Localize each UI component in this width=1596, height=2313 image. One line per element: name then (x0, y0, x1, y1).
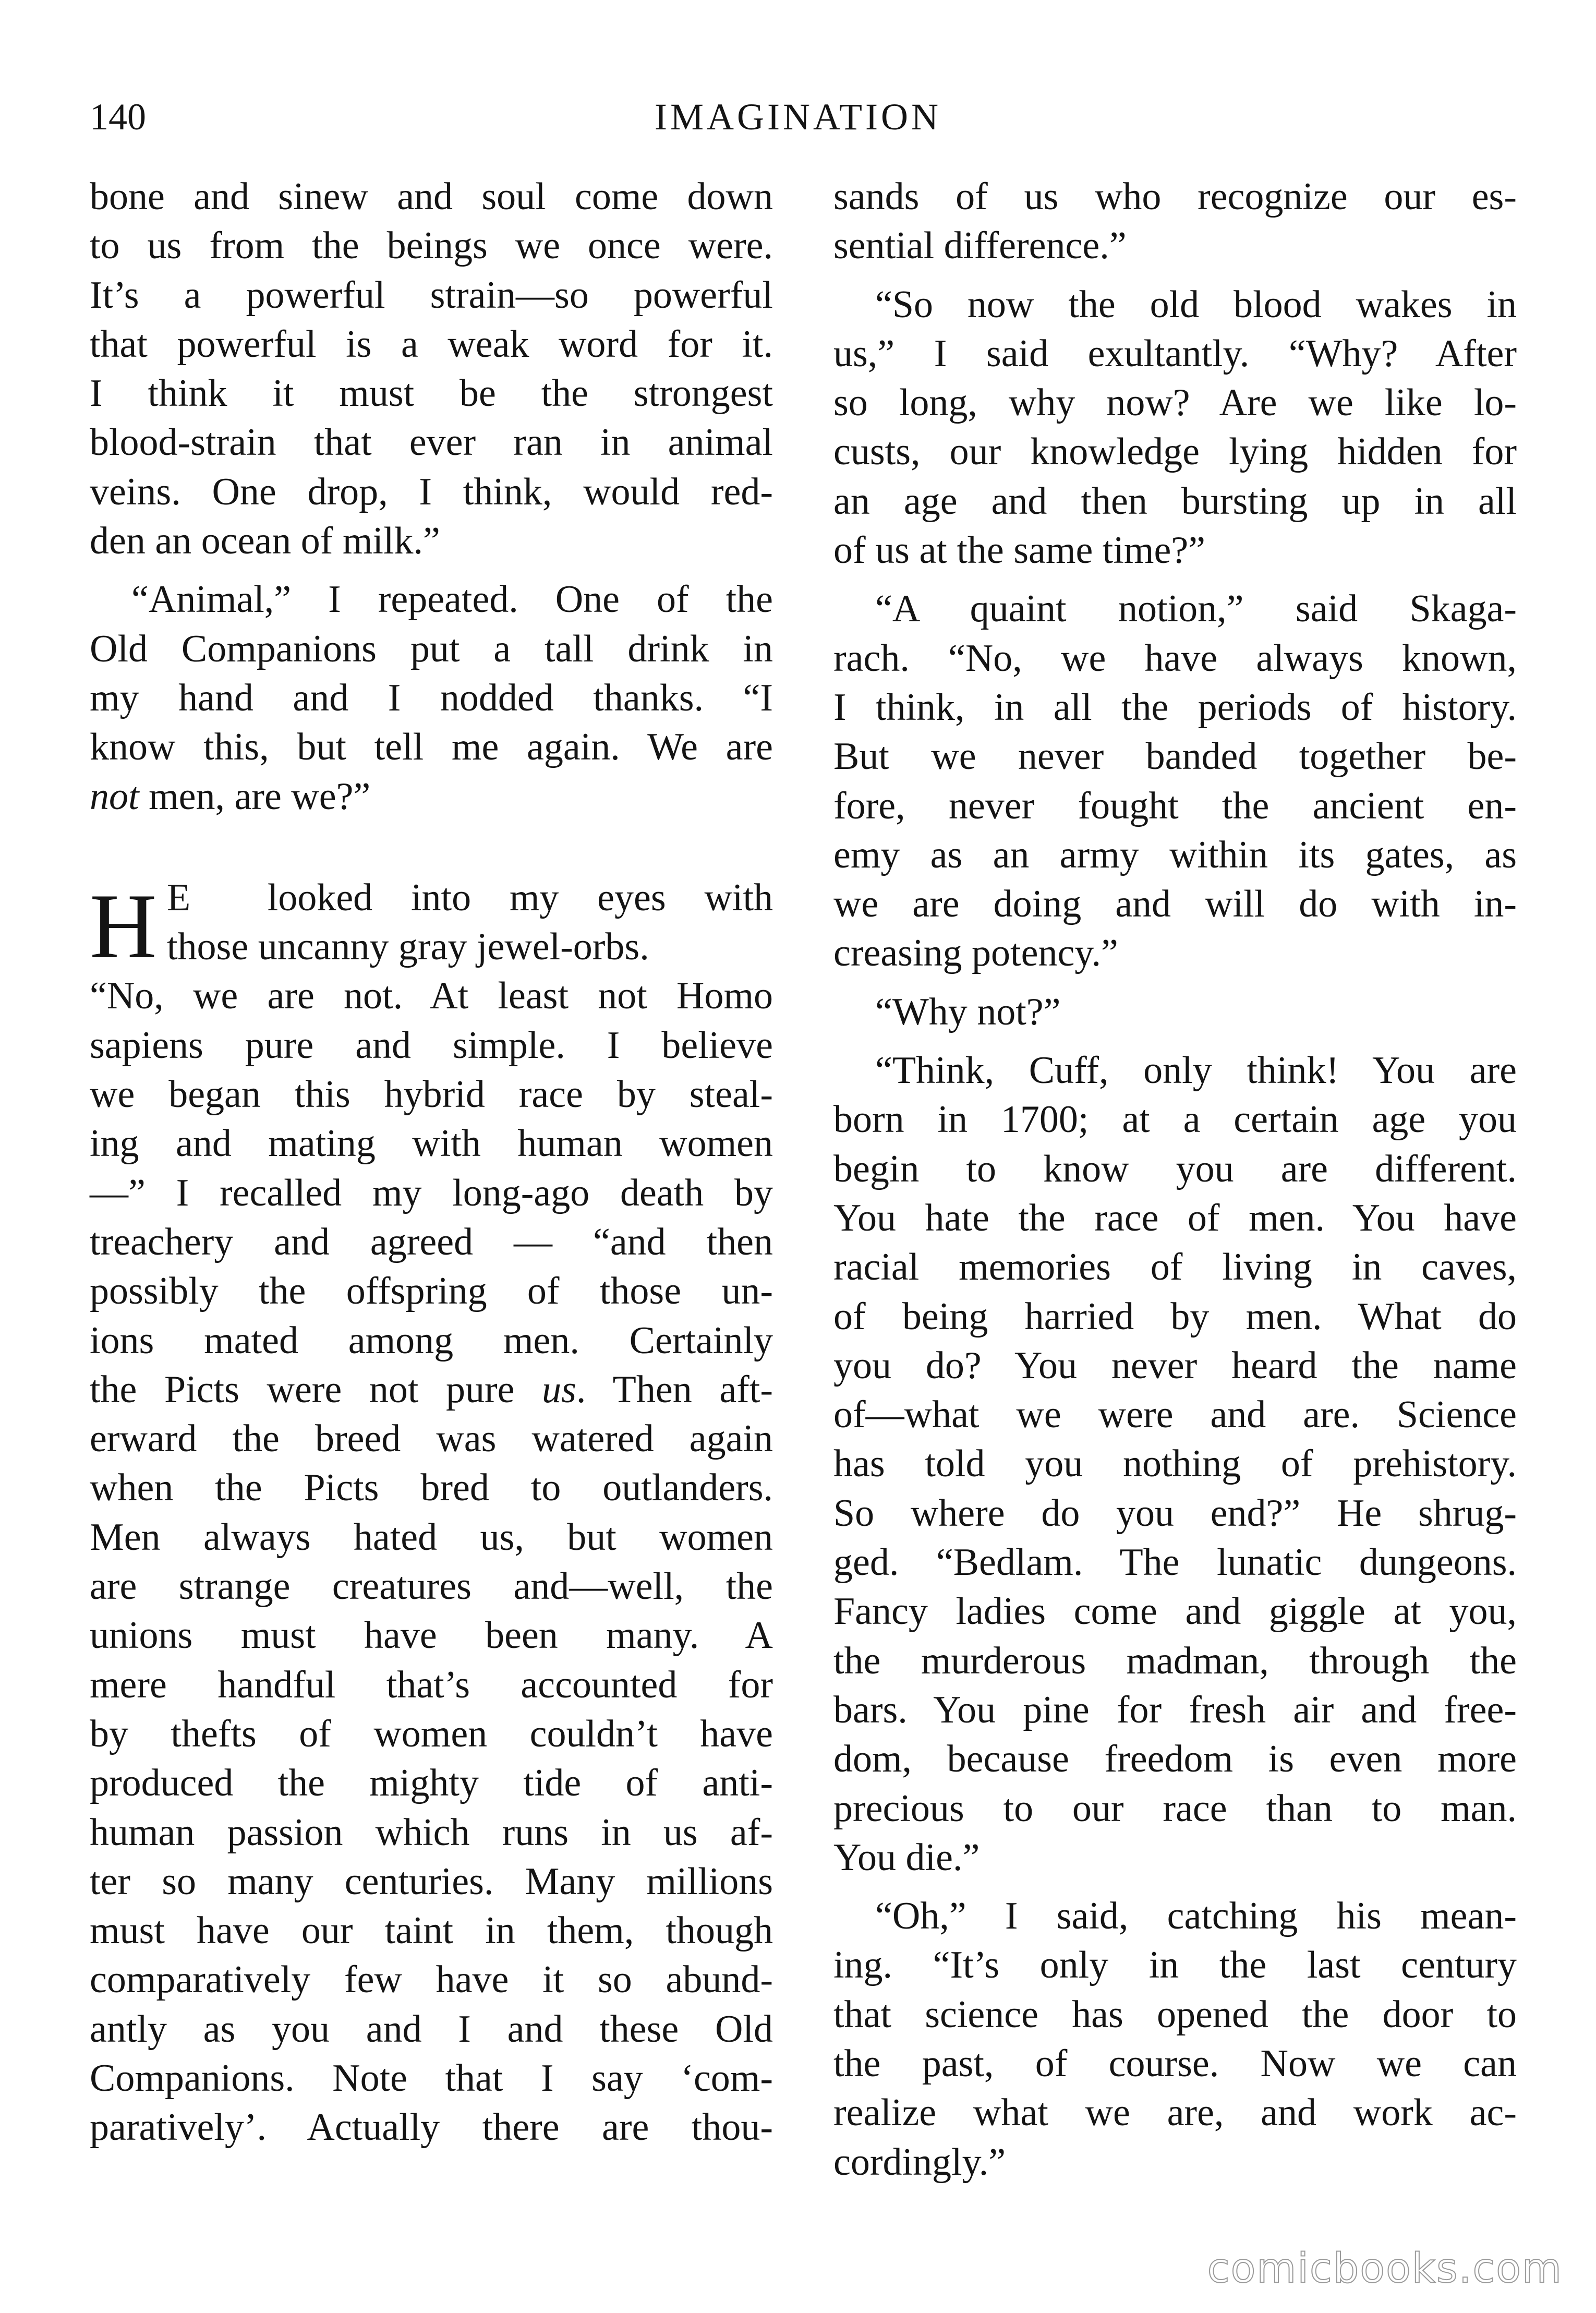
text-line: you do? You never heard the name (833, 1344, 1517, 1387)
text-line: must have our taint in them, though (90, 1909, 773, 1953)
text-line: dom, because freedom is even more (833, 1738, 1517, 1781)
text-line: treachery and agreed — “and then (90, 1220, 773, 1263)
dropcap-paragraph (90, 873, 773, 978)
text-fragment: men, are we?” (149, 775, 371, 818)
text-line: human passion which runs in us af- (90, 1811, 773, 1854)
italic-word: us (542, 1368, 576, 1411)
text-line: of—what we were and are. Science (833, 1393, 1517, 1437)
text-line: den an ocean of milk.” (90, 520, 440, 563)
text-line: ged. “Bedlam. The lunatic dungeons. (833, 1541, 1517, 1584)
text-line: creasing potency.” (833, 932, 1118, 975)
left-column (90, 172, 773, 2152)
text-line: “Why not?” (875, 990, 1061, 1033)
text-line: the murderous madman, through the (833, 1639, 1517, 1682)
text-line: we began this hybrid race by steal- (90, 1073, 773, 1116)
text-line: us,” I said exultantly. “Why? After (833, 332, 1517, 375)
text-line: those uncanny gray jewel-orbs. (167, 925, 649, 969)
text-line: that powerful is a weak word for it. (90, 322, 773, 366)
italic-word: not (90, 775, 139, 818)
watermark: comicbooks.com (1207, 2245, 1563, 2292)
text-line: ter so many centuries. Many millions (90, 1860, 773, 1903)
text-line: so long, why now? Are we like lo- (833, 381, 1517, 425)
text-line: cordingly.” (833, 2140, 1006, 2184)
text-line: fore, never fought the ancient en- (833, 784, 1517, 827)
text-line: when the Picts bred to outlanders. (90, 1466, 773, 1510)
text-line: of being harried by men. What do (833, 1295, 1517, 1338)
running-head: IMAGINATION (655, 96, 941, 138)
text-line: an age and then bursting up in all (833, 479, 1517, 523)
text-line: bars. You pine for fresh air and free- (833, 1688, 1517, 1731)
text-line: —” I recalled my long-ago death by (90, 1171, 773, 1214)
dropcap-rest: E (167, 876, 191, 919)
page-number: 140 (90, 96, 146, 138)
text-line: racial memories of living in caves, (833, 1246, 1517, 1289)
text-line: blood-strain that ever ran in animal (90, 421, 773, 464)
text-line: realize what we are, and work ac- (833, 2091, 1517, 2135)
text-fragment: the Picts were not pure (90, 1368, 515, 1411)
text-line: possibly the offspring of those un- (90, 1270, 773, 1313)
text-line: So where do you end?” He shrug- (833, 1491, 1517, 1535)
text-line: ions mated among men. Certainly (90, 1319, 773, 1362)
text-line: “Animal,” I repeated. One of the (131, 578, 773, 621)
drop-cap: H (90, 874, 157, 978)
right-column (833, 172, 1517, 2187)
text-line: antly as you and I and these Old (90, 2007, 773, 2051)
text-line: the past, of course. Now we can (833, 2042, 1517, 2085)
text-fragment: looked into my eyes with (267, 876, 773, 919)
text-line: comparatively few have it so abund- (90, 1958, 773, 2002)
text-line: It’s a powerful strain—so powerful (90, 273, 773, 317)
text-line: “A quaint notion,” said Skaga- (875, 587, 1517, 631)
text-line: we are doing and will do with in- (833, 883, 1517, 926)
text-line: paratively’. Actually there are thou- (90, 2106, 773, 2149)
text-line: by thefts of women couldn’t have (90, 1712, 773, 1755)
text-line: born in 1700; at a certain age you (833, 1098, 1517, 1141)
text-line: emy as an army within its gates, as (833, 833, 1517, 876)
text-line: veins. One drop, I think, would red- (90, 470, 773, 513)
text-line: You die.” (833, 1836, 980, 1879)
text-line: Fancy ladies come and giggle at you, (833, 1590, 1517, 1633)
text-line: Companions. Note that I say ‘com- (90, 2056, 773, 2100)
text-line: sands of us who recognize our es- (833, 175, 1517, 218)
text-line: sapiens pure and simple. I believe (90, 1023, 773, 1067)
text-line: You hate the race of men. You have (833, 1196, 1517, 1239)
text-line: mere handful that’s accounted for (90, 1663, 773, 1706)
text-line: I think it must be the strongest (90, 372, 773, 415)
text-line: “So now the old blood wakes in (875, 283, 1517, 326)
text-line: rach. “No, we have always known, (833, 636, 1517, 680)
text-line: bone and sinew and soul come down (90, 175, 773, 218)
text-fragment: . Then aft- (576, 1368, 773, 1411)
text-line: are strange creatures and—well, the (90, 1565, 773, 1608)
text-line: ing. “It’s only in the last century (833, 1944, 1517, 1987)
text-line: of us at the same time?” (833, 529, 1206, 572)
text-line: my hand and I nodded thanks. “I (90, 676, 773, 719)
text-line (90, 1365, 773, 1414)
text-line: erward the breed was watered again (90, 1417, 773, 1461)
text-line: ing and mating with human women (90, 1122, 773, 1165)
text-line: know this, but tell me again. We are (90, 726, 773, 769)
text-line (90, 873, 773, 922)
text-line: But we never banded together be- (833, 735, 1517, 778)
text-line: to us from the beings we once were. (90, 224, 773, 268)
text-line: produced the mighty tide of anti- (90, 1762, 773, 1805)
text-line: sential difference.” (833, 224, 1127, 268)
text-line: precious to our race than to man. (833, 1787, 1517, 1830)
text-line: Men always hated us, but women (90, 1515, 773, 1559)
text-line: “Oh,” I said, catching his mean- (875, 1895, 1517, 1938)
text-line: has told you nothing of prehistory. (833, 1442, 1517, 1486)
text-line (90, 772, 773, 821)
text-line: that science has opened the door to (833, 1993, 1517, 2036)
text-line: begin to know you are different. (833, 1147, 1517, 1190)
text-line: Old Companions put a tall drink in (90, 627, 773, 670)
text-line: unions must have been many. A (90, 1614, 773, 1657)
text-line: “No, we are not. At least not Homo (90, 974, 773, 1018)
text-line: custs, our knowledge lying hidden for (833, 430, 1517, 474)
text-line: I think, in all the periods of history. (833, 685, 1517, 729)
text-line: “Think, Cuff, only think! You are (875, 1049, 1517, 1092)
